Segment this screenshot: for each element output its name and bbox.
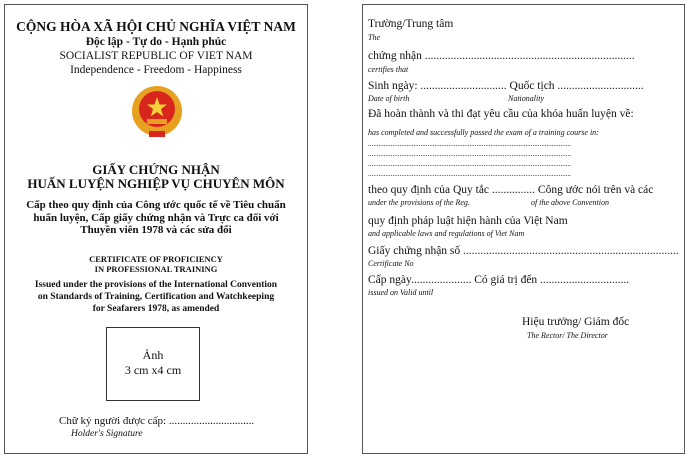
national-title: CỘNG HÒA XÃ HỘI CHỦ NGHĨA VIỆT NAM [16,19,296,34]
issued-provision-vi-2: huấn luyện, Cấp giấy chứng nhận và Trực ca đối với [33,212,279,224]
issued-provision-vi-3: Thuyền viên 1978 và các sửa đổi [80,224,232,236]
photo-size: 3 cm x4 cm [124,363,182,377]
school-label: Trường/Trung tâm [368,18,454,30]
national-title-en: SOCIALIST REPUBLIC OF VIET NAM [59,50,253,62]
certificate-inner-page [362,4,685,454]
certificate-title: GIẤY CHỨNG NHẬN [92,162,220,177]
certificate-title-en: CERTIFICATE OF PROFICIENCY [89,254,223,264]
blank-line: .................................................................................................................... [368,140,571,148]
director-label: Hiệu trưởng/ Giám đốc [522,316,630,328]
certifies-label-en: certifies that [368,65,409,74]
certificate-subtitle: HUẤN LUYỆN NGHIỆP VỤ CHUYÊN MÔN [27,176,285,191]
completed-label: Đã hoàn thành và thi đạt yêu cầu của khóa huấn luyện về: [368,108,634,120]
dob-label-en: Date of birth [368,94,410,103]
national-emblem-icon [129,85,185,141]
certificate-subtitle-en: IN PROFESSIONAL TRAINING [94,264,218,274]
provisions-field: theo quy định của Quy tắc ............... Công ước nói trên và các [368,184,654,196]
laws-label-en: and applicable laws and regulations of Viet Nam [368,229,525,238]
course-blank-lines [368,139,571,179]
laws-label: quy định pháp luật hiện hành của Việt Nam [368,215,568,227]
convention-label-en: of the above Convention [531,198,609,207]
issued-provision-en-3: for Seafarers 1978, as amended [92,304,220,314]
director-label-en: The Rector/ The Director [527,331,608,340]
signature-label-en: Holder's Signature [71,429,143,439]
certifies-field: chứng nhận ......................................................................... [368,50,635,62]
issue-validity-field: Cấp ngày..................... Có giá trị đến ............................... [368,274,630,286]
school-label-en: The [368,33,380,42]
issued-provision-vi-1: Cấp theo quy định của Công ước quốc tế về Tiêu chuẩn [26,199,286,211]
blank-line: .................................................................................................................... [368,150,571,158]
blank-line: .................................................................................................................... [368,160,571,168]
certificate-number-field: Giấy chứng nhận số ........................................................................... [368,245,679,257]
blank-line: .................................................................................................................... [368,170,571,178]
issue-validity-label-en: issued on Valid until [368,288,434,297]
motto-vi: Độc lập - Tự do - Hạnh phúc [85,36,227,48]
issued-provision-en-1: Issued under the provisions of the International Convention [34,280,278,290]
motto-en: Independence - Freedom - Happiness [70,64,242,76]
completed-label-en: has completed and successfully passed the exam of a training course in: [368,128,599,137]
photo-label: Ảnh [142,348,164,362]
provisions-label-en: under the provisions of the Reg. [368,198,470,207]
certificate-number-label-en: Certificate No [368,259,414,268]
photo-placeholder [106,327,200,401]
signature-label: Chữ ký người được cấp: ............................... [59,415,255,427]
certificate-front-page [4,4,308,454]
dob-nationality-field: Sinh ngày: .............................. Quốc tịch .............................. [368,80,644,92]
nationality-label-en: Nationality [508,94,544,103]
issued-provision-en-2: on Standards of Training, Certification and Watchkeeping [37,292,275,302]
